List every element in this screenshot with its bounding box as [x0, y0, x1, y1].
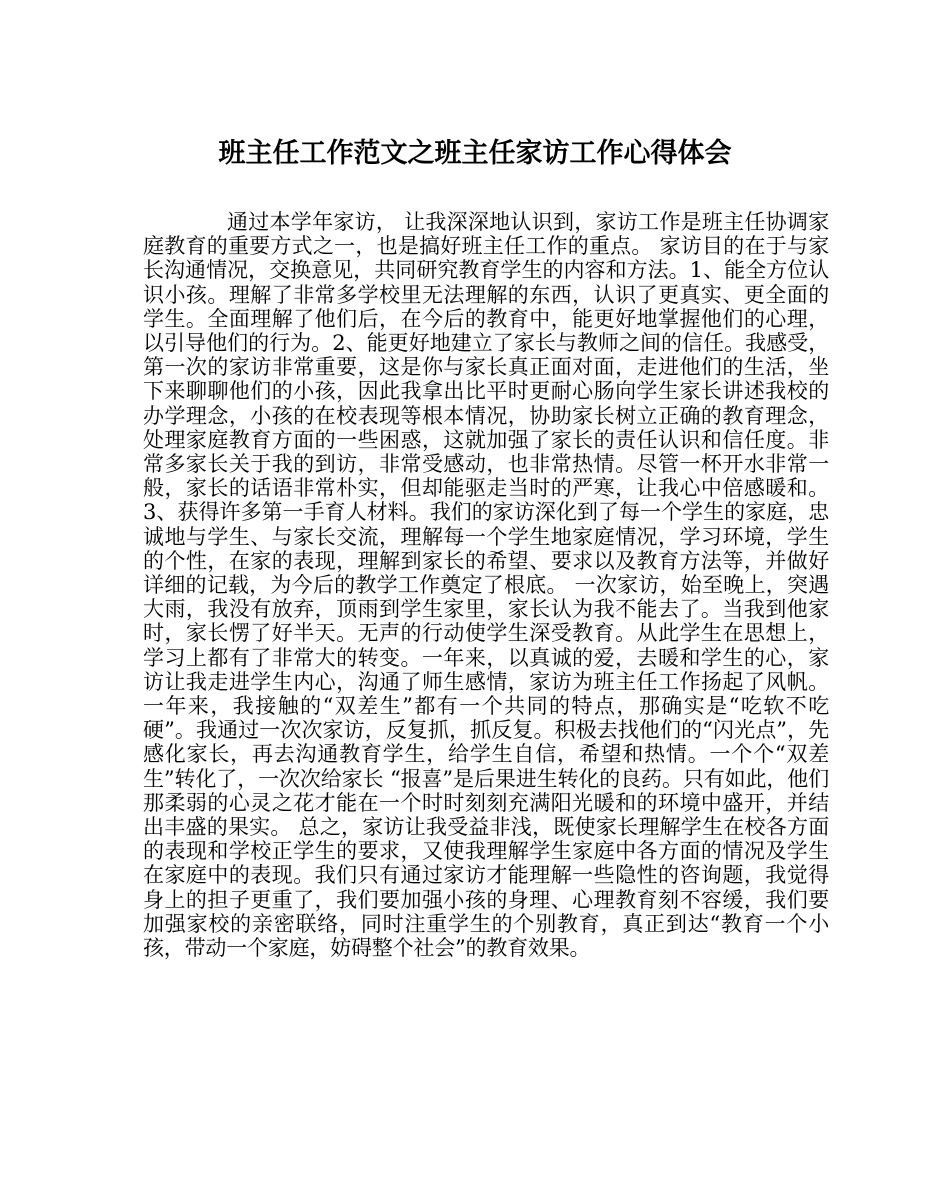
document-title: 班主任工作范文之班主任家访工作心得体会 — [218, 138, 732, 169]
document-body-paragraph: 通过本学年家访， 让我深深地认识到，家访工作是班主任协调家庭教育的重要方式之一，也是搞好班主任工作的重点。 家访目的在于与家长沟通情况，交换意见，共同研究教育学生的内容和方法。1、能全方位认识小孩。理解了非常多学校里无法理解的东西，认识了更真实、更全面的学生。全面理解了他们后，在今后的教育中，能更好地掌握他们的心理，以引导他们的行为。2、能更好地建立了家长与教师之间的信任。我感受，第一次的家访非常重要，这是你与家长真正面对面，走进他们的生活，坐下来聊聊他们的小孩，因此我拿出比平时更耐心肠向学生家长讲述我校的办学理念，小孩的在校表现等根本情况，协助家长树立正确的教育理念，处理家庭教育方面的一些困惑，这就加强了家长的责任认识和信任度。非常多家长关于我的到访，非常受感动，也非常热情。尽管一杯开水非常一般，家长的话语非常朴实，但却能驱走当时的严寒，让我心中倍感暖和。3、获得许多第一手育人材料。我们的家访深化到了每一个学生的家庭，忠诚地与学生、与家长交流，理解每一个学生地家庭情况，学习环境，学生的个性，在家的表现，理解到家长的希望、要求以及教育方法等，并做好详细的记载，为今后的教学工作奠定了根底。 一次家访，始至晚上，突遇大雨，我没有放弃，顶雨到学生家里，家长认为我不能去了。当我到他家时，家长愣了好半天。无声的行动使学生深受教育。从此学生在思想上，学习上都有了非常大的转变。一年来，以真诚的爱，去暖和学生的心，家访让我走进学生内心，沟通了师生感情，家访为班主任工作扬起了风帆。 一年来，我接触的“双差生”都有一个共同的特点，那确实是“吃软不吃硬”。我通过一次次家访，反复抓，抓反复。积极去找他们的“闪光点”，先感化家长，再去沟通教育学生，给学生自信，希望和热情。一个个“双差生”转化了，一次次给家长 “报喜”是后果进生转化的良药。只有如此，他们那柔弱的心灵之花才能在一个时时刻刻充满阳光暖和的环境中盛开，并结出丰盛的果实。 总之，家访让我受益非浅，既使家长理解学生在校各方面的表现和学校正学生的要求，又使我理解学生家庭中各方面的情况及学生在家庭中的表现。我们只有通过家访才能理解一些隐性的咨询题，我觉得身上的担子更重了，我们要加强小孩的身理、心理教育刻不容缓，我们要加强家校的亲密联络，同时注重学生的个别教育，真正到达“教育一个小孩，带动一个家庭，妨碍整个社会”的教育效果。 — [143, 210, 829, 961]
